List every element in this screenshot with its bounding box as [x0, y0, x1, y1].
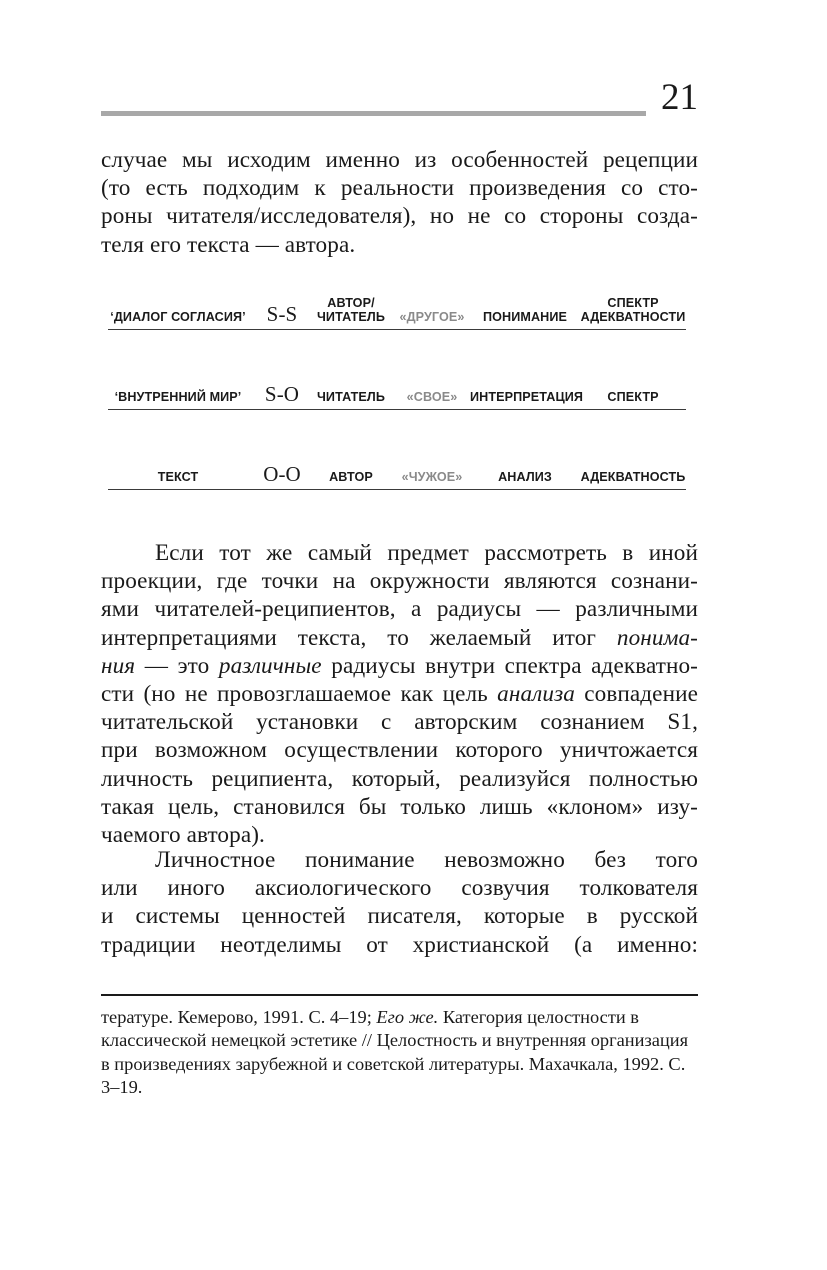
paragraph-2 — [101, 539, 698, 849]
text-run: радиусы внутри спектра адекватно- — [321, 652, 699, 679]
text-line: чаемого автора). — [101, 822, 265, 849]
row-sphere: «СВОЕ» — [406, 390, 458, 404]
row-name: ‘ВНУТРЕННИЙ МИР’ — [114, 390, 242, 404]
text-line — [101, 680, 698, 708]
row-activity: ПОНИМАНИЕ — [482, 310, 568, 324]
text-line: проекции, где точки на окружности являются сознани- — [101, 568, 698, 595]
text-line: традиции неотделимы от христианской (а именно: — [101, 931, 698, 958]
row-role — [314, 296, 388, 324]
text-line: Если тот же самый предмет рассмотреть в иной — [155, 540, 698, 566]
row-result-main: АДЕКВАТНОСТИ — [580, 310, 686, 324]
row-result-top: СПЕКТР — [607, 296, 659, 310]
text-line — [101, 624, 698, 652]
text-line: читательской установки с авторским сознанием S1, — [101, 709, 698, 736]
paragraph-3 — [101, 846, 698, 959]
page-number: 21 — [661, 77, 698, 118]
reception-scheme — [108, 285, 686, 495]
row-activity: ИНТЕРПРЕТАЦИЯ — [470, 390, 584, 404]
scheme-row — [108, 285, 686, 330]
footnote-text: тературе. Кемерово, 1991. С. 4–19; — [101, 1007, 377, 1027]
text-line: теля его текста — автора. — [101, 231, 356, 258]
text-line: роны читателя/исследователя), но не со стороны созда- — [101, 203, 698, 230]
text-run: сти (но не провозглашаемое как цель — [101, 681, 498, 708]
scheme-row — [108, 445, 686, 490]
text-line: личность реципиента, который, реализуйся полностью — [101, 765, 698, 792]
italic-term: различные — [218, 652, 322, 679]
row-role-main: ЧИТАТЕЛЬ — [316, 310, 386, 324]
row-role: АВТОР — [329, 470, 373, 484]
text-line: при возможном осуществлении которого уничтожается — [101, 737, 698, 764]
row-result — [580, 296, 686, 324]
header-rule — [101, 111, 646, 116]
row-result: СПЕКТР — [607, 390, 659, 404]
row-relation: O-O — [263, 462, 301, 486]
text-line: и системы ценностей писателя, которые в русской — [101, 903, 698, 930]
row-sphere: «ЧУЖОЕ» — [401, 470, 463, 484]
text-line: или иного аксиологического созвучия толкователя — [101, 875, 698, 902]
text-line: Личностное понимание невозможно без того — [155, 847, 698, 873]
text-line — [101, 652, 698, 680]
footnote-italic: Его же. — [376, 1007, 439, 1027]
scheme-row — [108, 365, 686, 410]
row-name: ТЕКСТ — [157, 470, 199, 484]
text-run: интерпретациями текста, то желаемый итог — [101, 624, 617, 651]
row-sphere: «ДРУГОЕ» — [399, 310, 465, 324]
text-line: ями читателей-реципиентов, а радиусы — различными — [101, 596, 698, 623]
paragraph-1 — [101, 146, 698, 259]
row-relation: S-O — [264, 382, 300, 406]
text-run: — это — [135, 652, 219, 679]
footnote-rule — [101, 994, 698, 996]
italic-term: ния — [101, 652, 136, 679]
row-activity: АНАЛИЗ — [498, 470, 552, 484]
footnote-text: Категория целостности в классической немецкой эстетике // Целостность и внутренняя организация в произведениях зарубежной и советской литературы. Махачкала, 1992. С. 3–19. — [101, 1007, 689, 1098]
text-line: случае мы исходим именно из особенностей рецепции — [101, 147, 698, 173]
row-result: АДЕКВАТНОСТЬ — [580, 470, 686, 484]
row-relation: S-S — [266, 302, 298, 326]
italic-term: анализа — [497, 681, 575, 708]
footnote — [101, 1006, 698, 1100]
text-line: (то есть подходим к реальности произведения со сто- — [101, 175, 698, 202]
row-role-top: АВТОР/ — [327, 296, 375, 310]
row-name: ‘ДИАЛОГ СОГЛАСИЯ’ — [110, 310, 246, 324]
text-run: совпадение — [574, 681, 698, 708]
italic-term: понима- — [616, 624, 698, 651]
text-line: такая цель, становился бы только лишь «клоном» изу- — [101, 793, 698, 820]
row-role: ЧИТАТЕЛЬ — [316, 390, 386, 404]
